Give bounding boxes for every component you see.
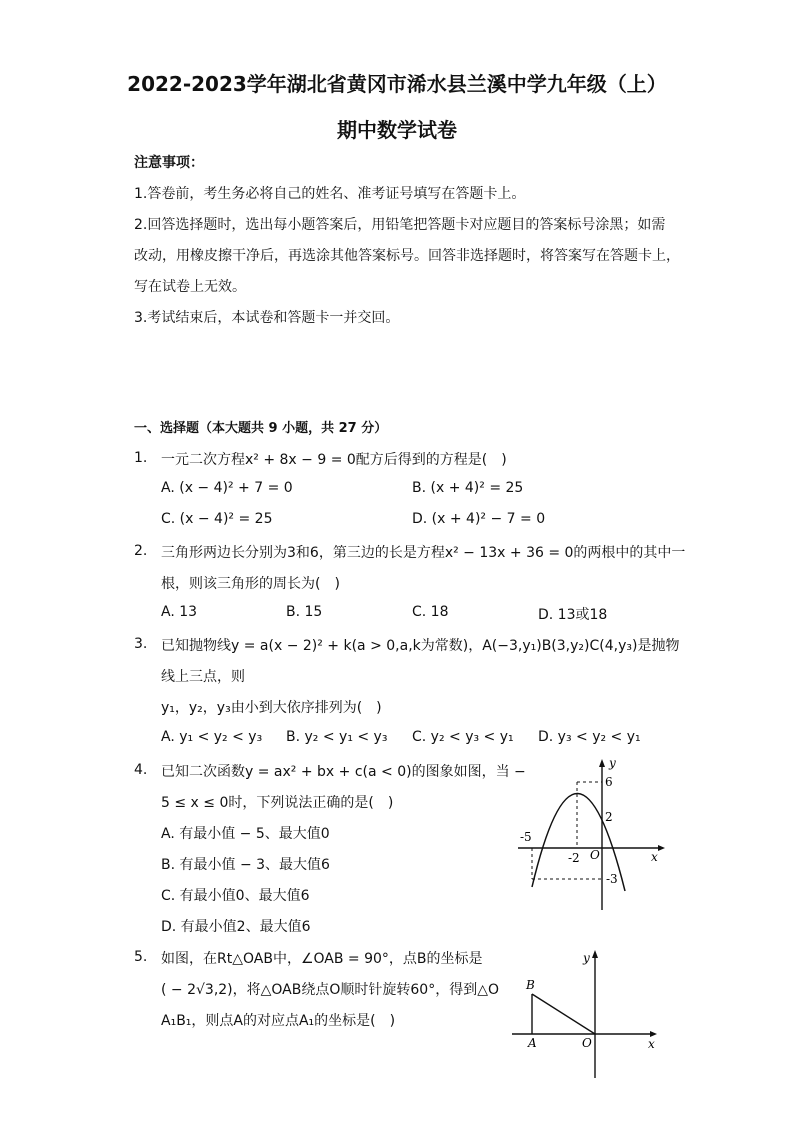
y-axis-arrow [599, 759, 605, 767]
option-a: A. (x − 4)² + 7 = 0 [161, 480, 293, 496]
option-c: C. y₂ < y₃ < y₁ [412, 729, 514, 745]
notes-line: 1.答卷前，考生务必将自己的姓名、准考证号填写在答题卡上。 [134, 186, 526, 202]
point-a-label: A [528, 1036, 537, 1050]
segment-ob [532, 994, 595, 1034]
option-a: A. 13 [161, 604, 198, 620]
notes-line: 2.回答选择题时，选出每小题答案后，用铅笔把答题卡对应题目的答案标号涂黑；如需 [134, 217, 666, 233]
question-number: 1. [134, 450, 148, 466]
origin-label: O [582, 1036, 592, 1050]
question-number: 3. [134, 636, 148, 652]
option-c: C. 有最小值0、最大值6 [161, 888, 310, 904]
option-a: A. 有最小值 − 5、最大值0 [161, 826, 330, 842]
option-b: B. 15 [286, 604, 323, 620]
question-stem: 已知抛物线y = a(x − 2)² + k(a > 0,a,k为常数)，A(−3,y₁)B(3,y₂)C(4,y₃)是抛物 [161, 638, 680, 654]
question-stem: 5 ≤ x ≤ 0时，下列说法正确的是( ) [161, 795, 394, 811]
notes-line: 写在试卷上无效。 [134, 279, 246, 295]
tick-label-neg5: -5 [520, 830, 532, 844]
x-axis-arrow [658, 845, 665, 851]
option-d: D. 有最小值2、最大值6 [161, 919, 311, 935]
y-axis-label: y [609, 756, 616, 770]
section-title: 一、选择题（本大题共 9 小题，共 27 分） [134, 421, 388, 436]
tick-label-neg3: -3 [606, 872, 618, 886]
question-stem: A₁B₁，则点A的对应点A₁的坐标是( ) [161, 1013, 396, 1029]
question-stem: 一元二次方程x² + 8x − 9 = 0配方后得到的方程是( ) [161, 452, 507, 468]
question-number: 5. [134, 949, 148, 965]
question-number: 4. [134, 762, 148, 778]
origin-label: O [590, 848, 600, 862]
x-axis-label: x [648, 1037, 655, 1051]
question-number: 2. [134, 543, 148, 559]
notes-heading: 注意事项： [134, 155, 204, 171]
option-c: C. (x − 4)² = 25 [161, 511, 273, 527]
notes-line: 3.考试结束后，本试卷和答题卡一并交回。 [134, 310, 400, 326]
y-axis-arrow [592, 950, 598, 958]
option-a: A. y₁ < y₂ < y₃ [161, 729, 263, 745]
option-d: D. y₃ < y₂ < y₁ [538, 729, 641, 745]
question-stem: 如图，在Rt△OAB中，∠OAB = 90°，点B的坐标是 [161, 951, 483, 967]
tick-label-2: 2 [605, 810, 613, 824]
point-b-label: B [526, 978, 535, 992]
question-stem: ( − 2√3,2)，将△OAB绕点O顺时针旋转60°，得到△O [161, 982, 499, 998]
notes-line: 改动，用橡皮擦干净后，再选涂其他答案标号。回答非选择题时，将答案写在答题卡上， [134, 248, 680, 264]
question-stem: 线上三点，则 [161, 669, 245, 685]
tick-label-neg2: -2 [568, 851, 580, 865]
triangle-figure [512, 942, 662, 1082]
x-axis-label: x [651, 850, 658, 864]
option-d: D. (x + 4)² − 7 = 0 [412, 511, 546, 527]
question-stem: y₁，y₂，y₃由小到大依序排列为( ) [161, 700, 382, 716]
option-d: D. 13或18 [538, 607, 608, 623]
paper-title-line2: 期中数学试卷 [337, 118, 457, 142]
y-axis-label: y [583, 951, 590, 965]
tick-label-6: 6 [605, 775, 613, 789]
parabola-figure [510, 755, 670, 915]
question-stem: 根，则该三角形的周长为( ) [161, 576, 340, 592]
option-b: B. 有最小值 − 3、最大值6 [161, 857, 330, 873]
question-stem: 三角形两边长分别为3和6，第三边的长是方程x² − 13x + 36 = 0的两根中的其中一 [161, 545, 686, 561]
option-b: B. (x + 4)² = 25 [412, 480, 524, 496]
option-c: C. 18 [412, 604, 449, 620]
option-b: B. y₂ < y₁ < y₃ [286, 729, 388, 745]
paper-title-line1: 2022-2023学年湖北省黄冈市浠水县兰溪中学九年级（上） [127, 72, 667, 96]
question-stem: 已知二次函数y = ax² + bx + c(a < 0)的图象如图，当 − [161, 764, 526, 780]
